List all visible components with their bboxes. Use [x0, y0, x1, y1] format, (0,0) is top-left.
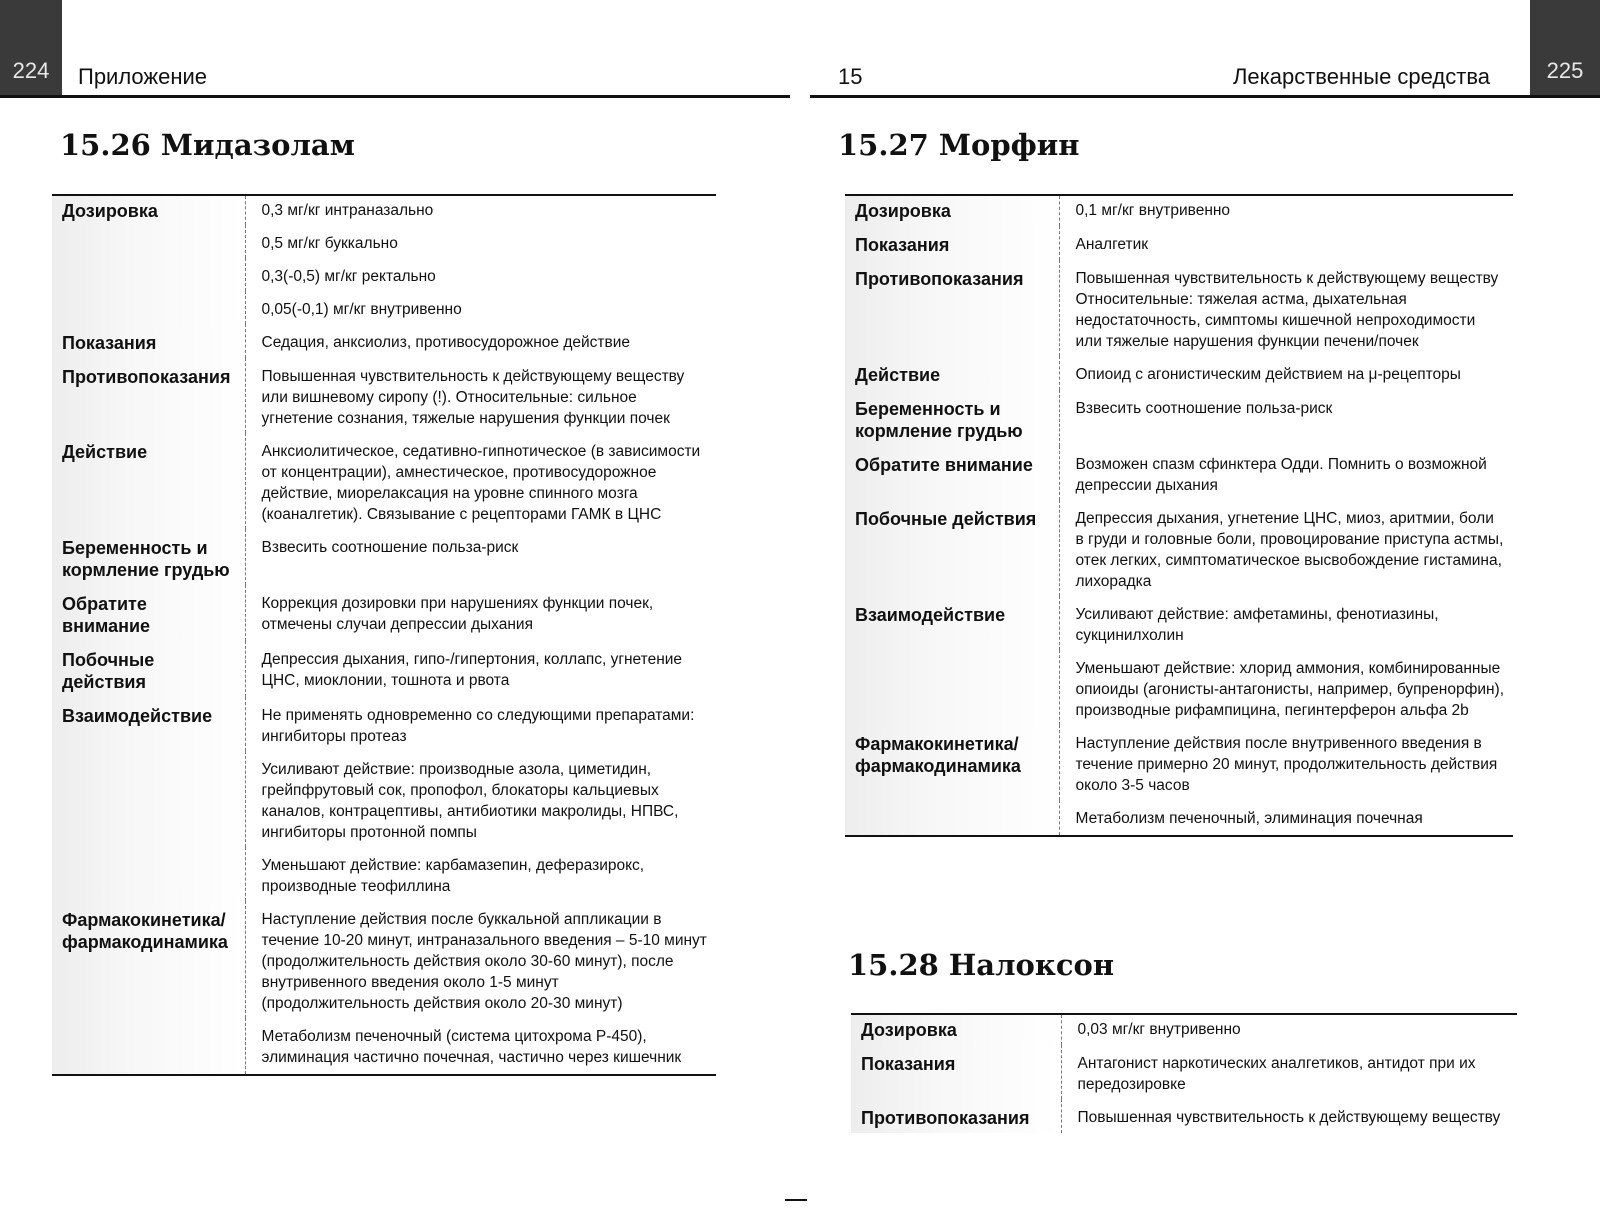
row-label: Показания	[851, 1045, 1061, 1099]
row-label: Побочные действия	[52, 641, 245, 697]
row-value: 0,03 мг/кг внутривенно	[1061, 1014, 1517, 1045]
morphine-table	[845, 194, 1513, 837]
row-value: 0,3(-0,5) мг/кг ректально	[245, 258, 716, 291]
table-row	[851, 1099, 1517, 1133]
row-value: Наступление действия после внутривенного введения в течение примерно 20 минут, продолжительность действия около 3-5 часов	[1059, 725, 1513, 800]
left-page-number: 224	[0, 0, 62, 98]
row-value: Взвесить соотношение польза-риск	[1059, 390, 1513, 446]
table-row	[52, 195, 716, 225]
table-row	[845, 596, 1513, 650]
row-value: Усиливают действие: амфетамины, фенотиазины, сукцинилхолин	[1059, 596, 1513, 650]
row-value: Метаболизм печеночный, элиминация почечная	[1059, 800, 1513, 836]
row-value: Антагонист наркотических аналгетиков, антидот при их передозировке	[1061, 1045, 1517, 1099]
table-row	[52, 433, 716, 529]
row-value: Усиливают действие: производные азола, циметидин, грейпфрутовый сок, пропофол, блокаторы кальциевых каналов, контрацептивы, антибиотики макролиды, НПВС, ингибиторы протонной помпы	[245, 751, 716, 847]
row-value: Повышенная чувствительность к действующему веществу Относительные: тяжелая астма, дыхательная недостаточность, симптомы кишечной непроходимости или тяжелые нарушения функции печени/почек	[1059, 260, 1513, 356]
header-rule-left	[0, 95, 790, 98]
row-value: Уменьшают действие: хлорид аммония, комбинированные опиоиды (агонисты-антагонисты, например, бупренорфин), производные рифампицина, пегинтерферон альфа 2b	[1059, 650, 1513, 725]
header-rule-right	[810, 95, 1600, 98]
row-value: Наступление действия после буккальной аппликации в течение 10-20 минут, интраназального введения – 5-10 минут (продолжительность действия около 30-60 минут), после внутривенного введения около 1-5 минут (продолжительность действия около 20-30 минут)	[245, 901, 716, 1018]
row-value: Аналгетик	[1059, 226, 1513, 260]
table-row	[52, 358, 716, 433]
row-value: Метаболизм печеночный (система цитохрома Р-450), элиминация частично почечная, частично через кишечник	[245, 1018, 716, 1075]
left-running-title: Приложение	[78, 64, 208, 89]
row-label: Дозировка	[851, 1014, 1061, 1045]
table-row	[845, 195, 1513, 226]
row-label: Беременность и кормление грудью	[845, 390, 1059, 446]
row-label: Обратите внимание	[52, 585, 245, 641]
row-label: Фармакокинетика/ фармакодинамика	[52, 901, 245, 1075]
row-label: Дозировка	[52, 195, 245, 324]
row-value: 0,1 мг/кг внутривенно	[1059, 195, 1513, 226]
row-value: Седация, анксиолиз, противосудорожное действие	[245, 324, 716, 358]
row-label: Обратите внимание	[845, 446, 1059, 500]
row-value: Повышенная чувствительность к действующему веществу или вишневому сиропу (!). Относительные: сильное угнетение сознания, тяжелые нарушения функции почек	[245, 358, 716, 433]
row-label: Показания	[52, 324, 245, 358]
row-value: Повышенная чувствительность к действующему веществу	[1061, 1099, 1517, 1133]
row-label: Побочные действия	[845, 500, 1059, 596]
table-row	[845, 356, 1513, 390]
spine-mark	[785, 1199, 807, 1201]
row-value: Депрессия дыхания, угнетение ЦНС, миоз, аритмии, боли в груди и головные боли, провоцирование приступа астмы, отек легких, симптоматическое высвобождение гистамина, лихорадка	[1059, 500, 1513, 596]
table-row	[851, 1014, 1517, 1045]
row-value: Уменьшают действие: карбамазепин, деферазирокс, производные теофиллина	[245, 847, 716, 901]
row-value: Опиоид с агонистическим действием на μ-рецепторы	[1059, 356, 1513, 390]
page-header	[0, 0, 1600, 110]
row-label: Беременность и кормление грудью	[52, 529, 245, 585]
right-running-title: Лекарственные средства	[1232, 64, 1490, 89]
table-row	[845, 226, 1513, 260]
table-row	[52, 324, 716, 358]
table-row	[52, 901, 716, 1018]
row-label: Действие	[845, 356, 1059, 390]
section-title-midazolam: 15.26 Мидазолам	[60, 128, 355, 162]
row-label: Противопоказания	[845, 260, 1059, 356]
row-value: Депрессия дыхания, гипо-/гипертония, коллапс, угнетение ЦНС, миоклонии, тошнота и рвота	[245, 641, 716, 697]
table-row	[52, 697, 716, 751]
row-label: Показания	[845, 226, 1059, 260]
row-value: Не применять одновременно со следующими препаратами: ингибиторы протеаз	[245, 697, 716, 751]
row-value: 0,5 мг/кг буккально	[245, 225, 716, 258]
row-label: Противопоказания	[851, 1099, 1061, 1133]
table-row	[845, 390, 1513, 446]
row-label: Противопоказания	[52, 358, 245, 433]
table-row	[845, 725, 1513, 800]
row-label: Взаимодействие	[52, 697, 245, 901]
row-value: Взвесить соотношение польза-риск	[245, 529, 716, 585]
section-title-morphine: 15.27 Морфин	[838, 128, 1080, 162]
right-page-number: 225	[1530, 0, 1600, 98]
midazolam-table	[52, 194, 716, 1076]
row-value: 0,3 мг/кг интраназально	[245, 195, 716, 225]
row-value: 0,05(-0,1) мг/кг внутривенно	[245, 291, 716, 324]
row-label: Взаимодействие	[845, 596, 1059, 725]
table-row	[845, 500, 1513, 596]
row-value: Анксиолитическое, седативно-гипнотическое (в зависимости от концентрации), амнестическое, противосудорожное действие, миорелаксация на уровне спинного мозга (коаналгетик). Связывание с рецепторами ГАМК в ЦНС	[245, 433, 716, 529]
table-row	[52, 641, 716, 697]
row-label: Фармакокинетика/ фармакодинамика	[845, 725, 1059, 836]
section-title-naloxone: 15.28 Налоксон	[848, 948, 1115, 982]
row-value: Коррекция дозировки при нарушениях функции почек, отмечены случаи депрессии дыхания	[245, 585, 716, 641]
row-label: Действие	[52, 433, 245, 529]
chapter-number: 15	[838, 64, 863, 89]
table-row	[845, 260, 1513, 356]
row-label: Дозировка	[845, 195, 1059, 226]
naloxone-table	[851, 1013, 1517, 1133]
table-row	[845, 446, 1513, 500]
table-row	[52, 585, 716, 641]
row-value: Возможен спазм сфинктера Одди. Помнить о возможной депрессии дыхания	[1059, 446, 1513, 500]
table-row	[52, 529, 716, 585]
table-row	[851, 1045, 1517, 1099]
